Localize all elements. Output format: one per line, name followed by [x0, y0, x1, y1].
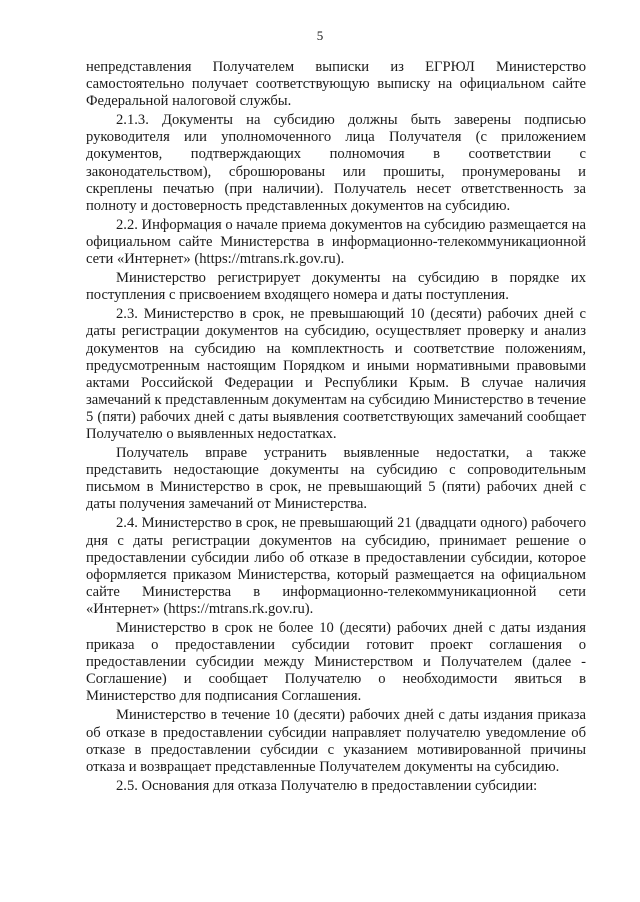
document-body	[86, 59, 586, 797]
paragraph: Министерство в срок не более 10 (десяти) рабочих дней с даты издания приказа о предоставлении субсидии готовит проект соглашения о предоставлении субсидии между Министерством и Получателем (далее - Соглашение) и сообщает Получателю о необходимости явиться в Министерство для подписания Соглашения.	[86, 620, 586, 705]
paragraph: 2.5. Основания для отказа Получателю в предоставлении субсидии:	[116, 777, 538, 794]
paragraph: Получатель вправе устранить выявленные недостатки, а также представить недостающие документы на субсидию с сопроводительным письмом в Министерство в срок, не превышающий 5 (пяти) рабочих дней с даты получения замечаний от Министерства.	[86, 445, 586, 513]
paragraph: 2.1.3. Документы на субсидию должны быть заверены подписью руководителя или уполномоченного лица Получателя (с приложением документов, подтверждающих полномочия в соответствии с законодательством), сброшюрованы или прошиты, пронумерованы и скреплены печатью (при наличии). Получатель несет ответственность за полноту и достоверность представленных документов на субсидию.	[86, 112, 586, 214]
paragraph: 2.2. Информация о начале приема документов на субсидию размещается на официальном сайте Министерства в информационно-телекоммуникационной сети «Интернет» (https://mtrans.rk.gov.ru).	[86, 216, 586, 268]
paragraph: Министерство регистрирует документы на субсидию в порядке их поступления с присвоением входящего номера и даты поступления.	[86, 270, 586, 304]
paragraph: 2.3. Министерство в срок, не превышающий 10 (десяти) рабочих дней с даты регистрации документов на субсидию, осуществляет проверку и анализ документов на субсидию на комплектность и соответствие положениям, предусмотренным настоящим Порядком и иными нормативными правовыми актами Российской Федерации и Республики Крым. В случае наличия замечаний к представленным документам на субсидию Министерство в течение 5 (пяти) рабочих дней с даты выявления соответствующих замечаний сообщает Получателю о выявленных недостатках.	[86, 306, 586, 442]
paragraph: Министерство в течение 10 (десяти) рабочих дней с даты издания приказа об отказе в предоставлении субсидии направляет получателю уведомление об отказе в предоставлении субсидии с указанием мотивированной причины отказа и возвращает представленные Получателем документы на субсидию.	[86, 707, 586, 775]
page-number: 5	[316, 28, 324, 43]
paragraph: непредставления Получателем выписки из ЕГРЮЛ Министерство самостоятельно получает соответствующую выписку на официальном сайте Федеральной налоговой службы.	[86, 59, 586, 110]
paragraph: 2.4. Министерство в срок, не превышающий 21 (двадцати одного) рабочего дня с даты регистрации документов на субсидию, принимает решение о предоставлении субсидии либо об отказе в предоставлении субсидии, которое оформляется приказом Министерства, который размещается на официальном сайте Министерства в информационно-телекоммуникационной сети «Интернет» (https://mtrans.rk.gov.ru).	[86, 515, 586, 617]
